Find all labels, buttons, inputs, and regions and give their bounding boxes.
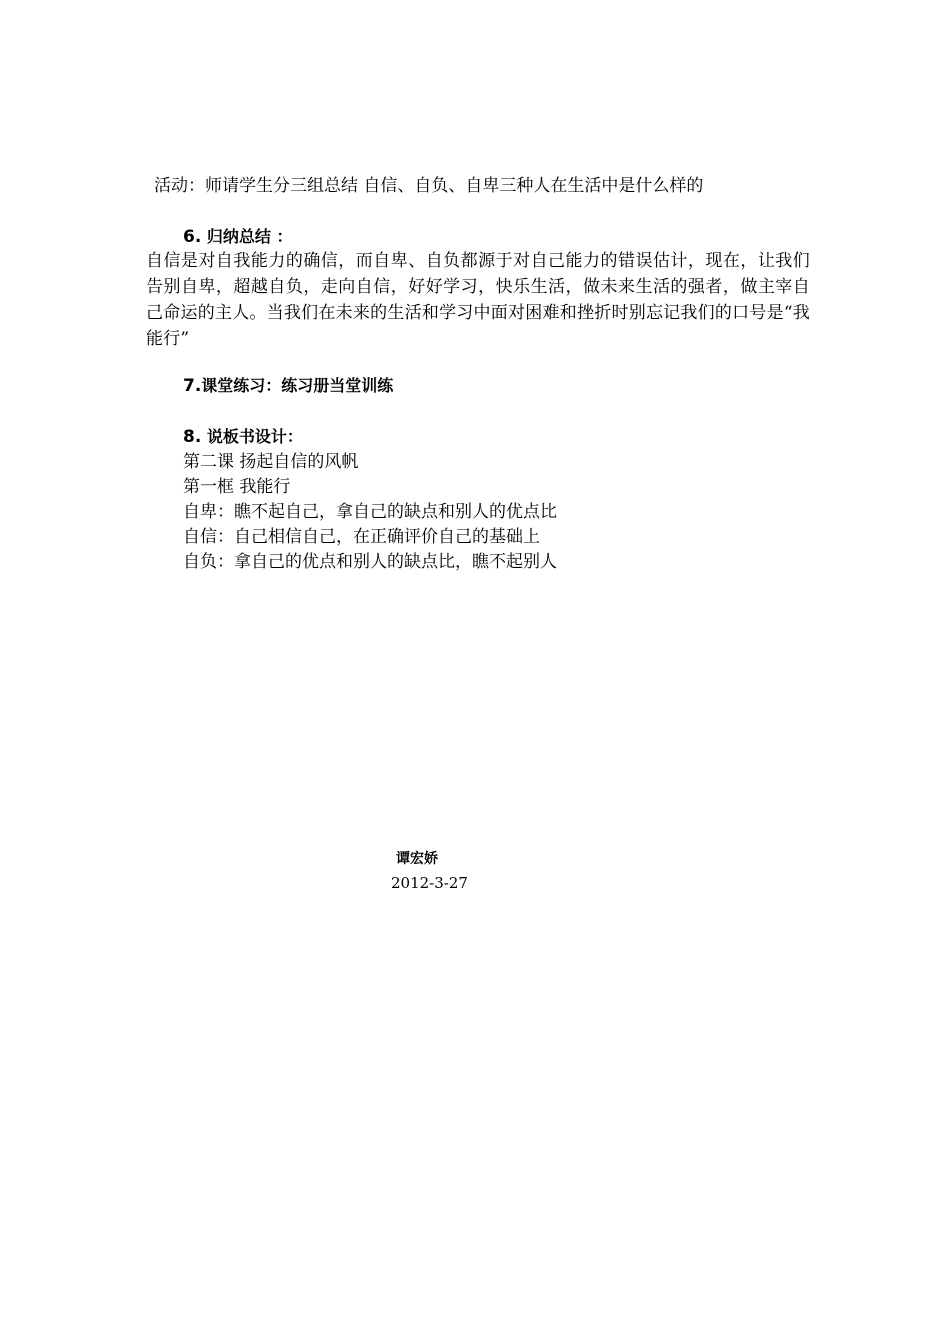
document-date: 2012-3-27 bbox=[391, 874, 468, 892]
section-6-heading bbox=[183, 225, 292, 249]
section-6-number: 6. bbox=[183, 227, 202, 247]
board-design bbox=[183, 450, 557, 575]
board-line-lesson: 第二课 扬起自信的风帆 bbox=[183, 452, 359, 472]
section-6-title: 归纳总结 ： bbox=[206, 227, 293, 246]
section-8-heading bbox=[183, 425, 303, 449]
board-line-confidence: 自信：自己相信自己，在正确评价自己的基础上 bbox=[183, 527, 540, 547]
section-7-title: 课堂练习：练习册当堂训练 bbox=[201, 376, 394, 395]
board-line-inferiority: 自卑：瞧不起自己，拿自己的缺点和别人的优点比 bbox=[183, 502, 557, 522]
section-8-title: 说板书设计： bbox=[206, 427, 303, 446]
activity-line: 活动：师请学生分三组总结 自信、自负、自卑三种人在生活中是什么样的 bbox=[154, 176, 704, 196]
board-line-frame: 第一框 我能行 bbox=[183, 477, 291, 497]
author-name: 谭宏娇 bbox=[396, 851, 438, 867]
section-8-number: 8. bbox=[183, 427, 202, 447]
board-line-arrogance: 自负：拿自己的优点和别人的缺点比，瞧不起别人 bbox=[183, 552, 557, 572]
summary-paragraph: 自信是对自我能力的确信，而自卑、自负都源于对自己能力的错误估计，现在，让我们告别自卑，超越自负，走向自信，好好学习，快乐生活，做未来生活的强者，做主宰自己命运的主人。当我们在未来的生活和学习中面对困难和挫折时别忘记我们的口号是“我能行” bbox=[146, 251, 810, 349]
section-7-heading bbox=[183, 374, 393, 398]
section-7-number: 7. bbox=[183, 376, 202, 396]
